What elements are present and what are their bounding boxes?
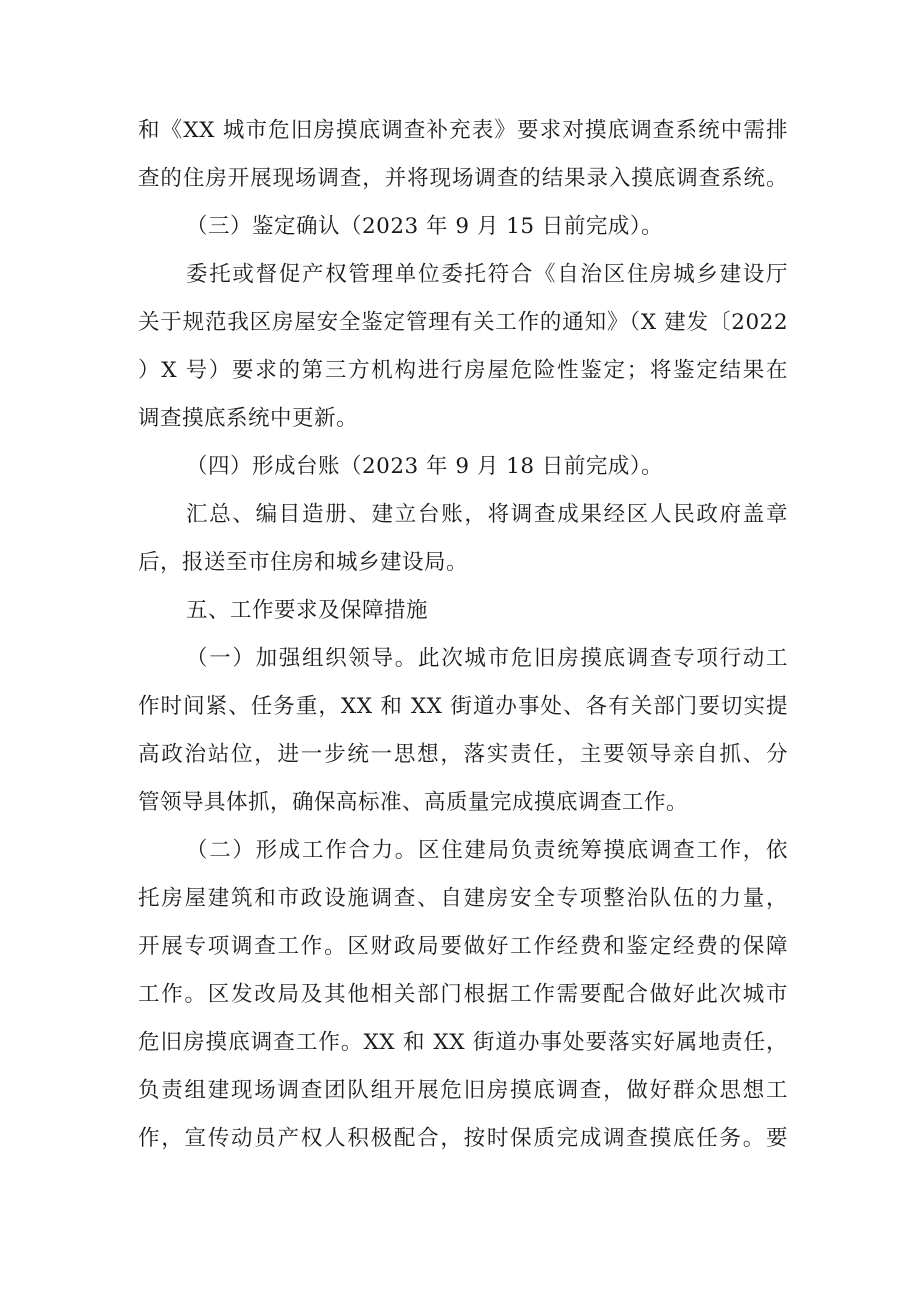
paragraph-line: 调查摸底系统中更新。 [138,406,359,431]
paragraph-line: 管领导具体抓，确保高标准、高质量完成摸底调查工作。 [138,790,689,815]
paragraph-line: 高政治站位，进一步统一思想，落实责任，主要领导亲自抓、分 [138,742,788,767]
paragraph-line: 和《XX 城市危旧房摸底调查补充表》要求对摸底调查系统中需排 [138,118,788,143]
paragraph-line: 开展专项调查工作。区财政局要做好工作经费和鉴定经费的保障 [138,934,788,959]
section-heading: （三）鉴定确认（2023 年 9 月 15 日前完成）。 [186,214,664,239]
paragraph-line: 作时间紧、任务重，XX 和 XX 街道办事处、各有关部门要切实提 [138,694,788,719]
paragraph-line: 委托或督促产权管理单位委托符合《自治区住房城乡建设厅 [186,262,788,287]
paragraph-line: 作，宣传动员产权人积极配合，按时保质完成调查摸底任务。要 [138,1126,788,1151]
paragraph-line: 后，报送至市住房和城乡建设局。 [138,550,469,575]
paragraph-line: 工作。区发改局及其他相关部门根据工作需要配合做好此次城市 [138,982,788,1007]
paragraph-line: ）X 号）要求的第三方机构进行房屋危险性鉴定；将鉴定结果在 [138,358,788,383]
paragraph-line: 托房屋建筑和市政设施调查、自建房安全专项整治队伍的力量， [138,886,788,911]
paragraph-line: 危旧房摸底调查工作。XX 和 XX 街道办事处要落实好属地责任， [138,1030,788,1055]
paragraph-line: 查的住房开展现场调查，并将现场调查的结果录入摸底调查系统。 [138,166,788,191]
paragraph-line: 汇总、编目造册、建立台账，将调查成果经区人民政府盖章 [186,502,788,527]
paragraph-line: （一）加强组织领导。此次城市危旧房摸底调查专项行动工 [186,646,788,671]
paragraph-line: （二）形成工作合力。区住建局负责统筹摸底调查工作，依 [186,838,788,863]
paragraph-line: 负责组建现场调查团队组开展危旧房摸底调查，做好群众思想工 [138,1078,788,1103]
chapter-heading: 五、工作要求及保障措施 [186,598,429,623]
section-heading: （四）形成台账（2023 年 9 月 18 日前完成）。 [186,454,664,479]
paragraph-line: 关于规范我区房屋安全鉴定管理有关工作的通知》（X 建发〔2022 [138,310,788,335]
